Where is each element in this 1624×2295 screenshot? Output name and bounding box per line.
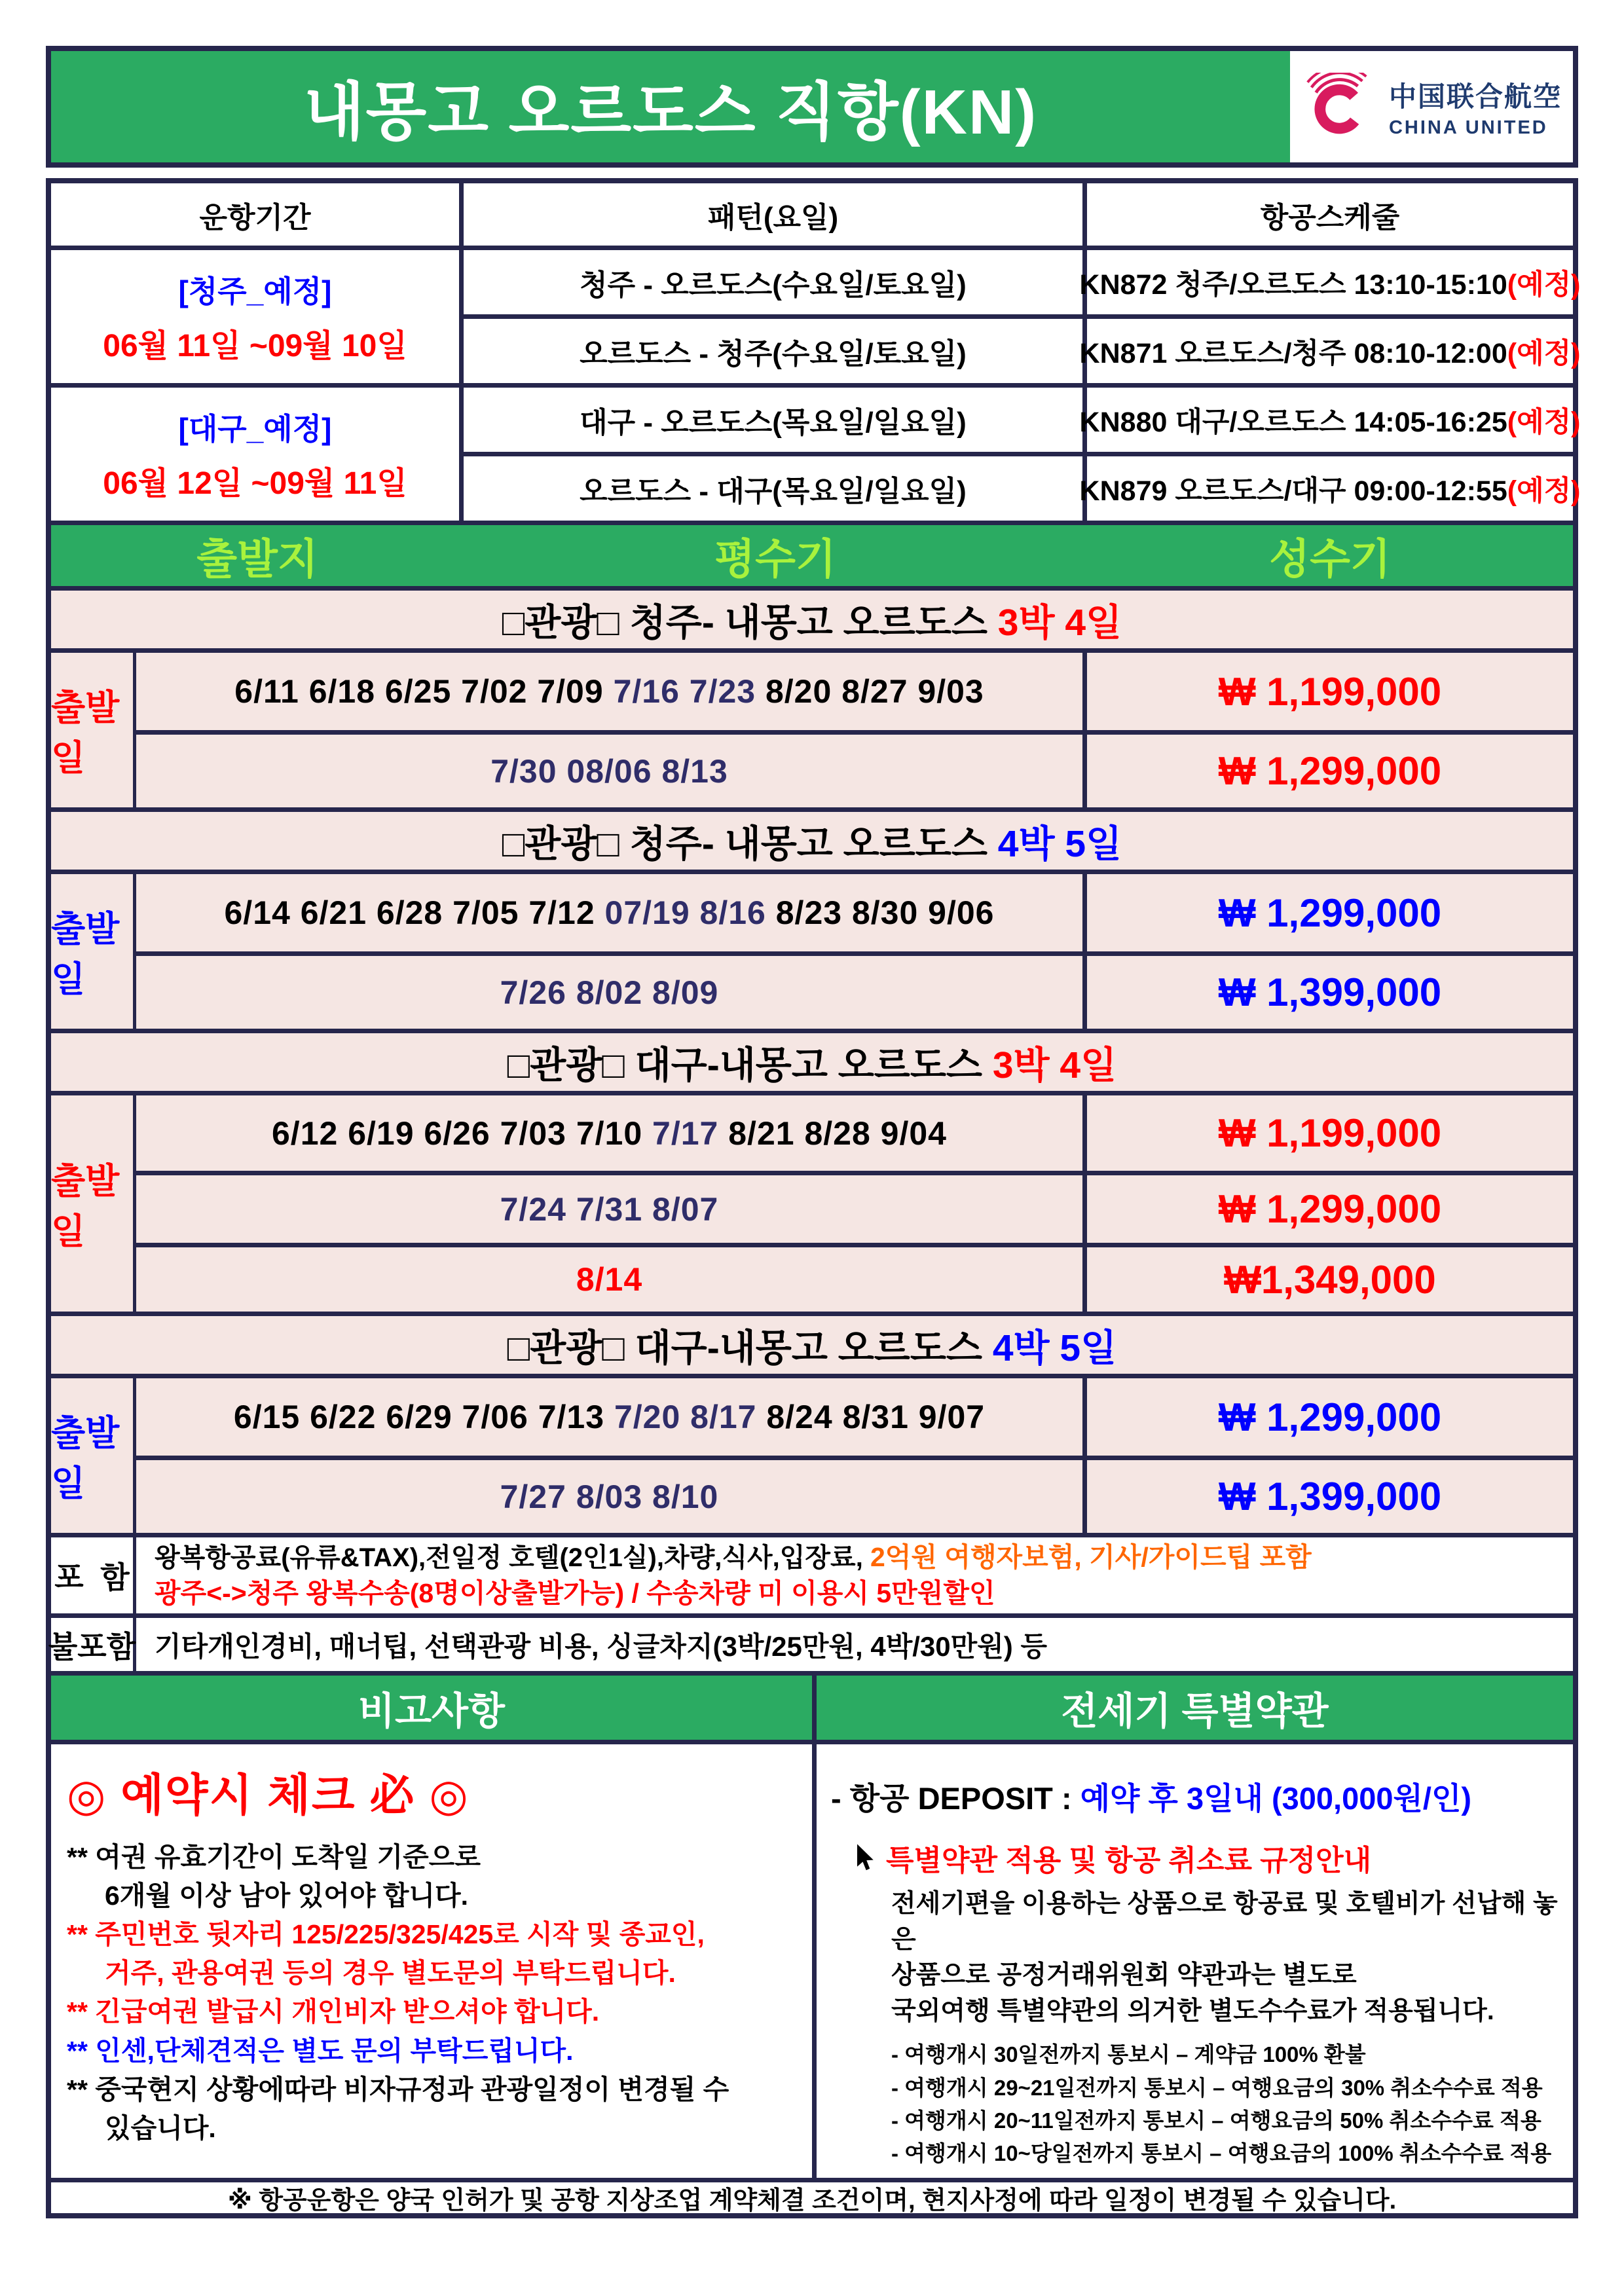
departure-dates [136, 1171, 1087, 1243]
departure-dates [136, 1243, 1087, 1312]
flight-text: KN872 청주/오르도스 13:10-15:10 [1079, 268, 1507, 301]
package-table-daegu-4n5d [51, 1374, 1573, 1533]
package-title-text: □관광□ 청주- 내몽고 오르도스 [502, 823, 998, 865]
airline-logo [1290, 51, 1573, 162]
included-content [136, 1537, 1573, 1613]
flight-cell [1079, 452, 1581, 521]
deposit-value: 예약 후 3일내 (300,000원/인) [1080, 1781, 1472, 1816]
dates-run: 8/23 8/30 9/06 [766, 894, 995, 931]
dates-run-navy: 7/17 [652, 1114, 719, 1152]
cancel-rule: - 여행개시 29~21일전까지 통보시 – 여행요금의 30% 취소수수료 적용 [891, 2075, 1543, 2100]
note-line: ** 주민번호 뒷자리 125/225/325/425로 시작 및 종교인, [67, 1919, 705, 1950]
package-duration: 4박 5일 [997, 823, 1122, 865]
flight-note: (예정) [1507, 268, 1581, 301]
departure-day-label: 출발일 [51, 1378, 136, 1533]
included-text-orange: 2억원 여행자보험, 기사/가이드팁 포함 [870, 1541, 1312, 1572]
price: ₩ 1,299,000 [1087, 730, 1573, 807]
cancel-rule: - 여행개시 10~당일전까지 통보시 – 여행요금의 100% 취소수수료 적용 [891, 2140, 1552, 2165]
excluded-label: 불포함 [51, 1613, 136, 1671]
package-duration: 3박 4일 [992, 1044, 1117, 1086]
airline-logo-text [1389, 75, 1562, 139]
flight-text: KN871 오르도스/청주 08:10-12:00 [1079, 337, 1507, 369]
dates-run: 8/21 8/28 9/04 [718, 1114, 947, 1152]
season-header-bar [51, 521, 1573, 586]
remarks-column [51, 1676, 817, 2178]
airline-name-cn: 中国联合航空 [1388, 81, 1562, 112]
package-table-cheongju-3n4d [51, 648, 1573, 807]
remarks-body [51, 1744, 812, 2159]
note-line: ** 인센,단체견적은 별도 문의 부탁드립니다. [67, 2035, 574, 2066]
dates-run: 8/24 8/31 9/07 [756, 1399, 986, 1435]
col-header-period: 운항기간 [51, 183, 464, 246]
package-title-text: □관광□ 대구-내몽고 오르도스 [507, 1044, 993, 1086]
policy-title-line [853, 1837, 1565, 1879]
price: ₩1,349,000 [1087, 1243, 1573, 1312]
departure-dates [136, 653, 1087, 730]
period-cell-daegu [51, 383, 464, 521]
departure-day-label: 출발일 [51, 874, 136, 1029]
period-label: [대구_예정] [178, 412, 332, 446]
included-text: 왕복항공료(유류&TAX),전일정 호텔(2인1실),차량,식사,입장료, [155, 1543, 870, 1572]
departure-day-label: 출발일 [51, 653, 136, 807]
policy-line: 상품으로 공정거래위원회 약관과는 별도로 [891, 1961, 1357, 1990]
bottom-section [51, 1671, 1573, 2178]
flight-schedule-table [51, 183, 1581, 521]
package-title-cheongju-3n4d [51, 586, 1573, 648]
included-line-1 [155, 1539, 1573, 1575]
excluded-text: 기타개인경비, 매너팁, 선택관광 비용, 싱글차지(3박/25만원, 4박/30만원) 등 [155, 1630, 1048, 1662]
departure-dates [136, 1456, 1087, 1533]
flight-note: (예정) [1507, 475, 1581, 507]
deposit-line [831, 1774, 1565, 1818]
pattern-cell: 오르도스 - 청주(수요일/토요일) [464, 314, 1087, 383]
col-header-flights: 항공스케줄 [1260, 201, 1400, 234]
dates-run: 6/12 6/19 6/26 7/03 7/10 [272, 1114, 653, 1152]
flight-note: (예정) [1507, 337, 1581, 369]
policy-line: 전세기편을 이용하는 상품으로 항공료 및 호텔비가 선납해 놓은 [891, 1890, 1558, 1954]
note-line: 6개월 이상 남아 있어야 합니다. [105, 1881, 469, 1911]
dates-run: 6/11 6/18 6/25 7/02 7/09 [234, 673, 614, 710]
period-dates: 06월 12일 ~09월 11일 [103, 466, 407, 501]
season-high-label: 성수기 [1269, 535, 1391, 583]
price: ₩ 1,399,000 [1087, 1456, 1573, 1533]
charter-terms-column [817, 1676, 1573, 2178]
package-duration: 4박 5일 [992, 1327, 1117, 1369]
policy-line: 국외여행 특별약관의 의거한 별도수수료가 적용됩니다. [891, 1996, 1494, 2025]
departure-dates [136, 1095, 1087, 1171]
cursor-arrow-icon [853, 1843, 876, 1872]
dates-run: 8/20 8/27 9/03 [756, 673, 984, 710]
cancel-rule: - 여행개시 30일전까지 통보시 – 계약금 100% 환불 [891, 2042, 1366, 2067]
included-line-2: 광주<->청주 왕복수송(8명이상출발가능) / 수송차량 미 이용시 5만원할인 [155, 1578, 995, 1608]
package-table-cheongju-4n5d [51, 870, 1573, 1029]
package-duration: 3박 4일 [997, 602, 1122, 644]
package-table-daegu-3n4d [51, 1091, 1573, 1312]
package-title-daegu-3n4d [51, 1029, 1573, 1091]
departure-dates [136, 730, 1087, 807]
note-line: 있습니다. [105, 2112, 216, 2143]
package-title-cheongju-4n5d [51, 807, 1573, 870]
policy-title-text: 특별약관 적용 및 항공 취소료 규정안내 [886, 1845, 1372, 1877]
departure-dates [136, 874, 1087, 951]
header-banner [46, 46, 1578, 168]
price: ₩ 1,399,000 [1087, 951, 1573, 1029]
page-title: 내몽고 오르도스 직항(KN) [303, 77, 1038, 147]
price: ₩ 1,299,000 [1218, 1395, 1442, 1439]
cancellation-rules [831, 2038, 1565, 2170]
dates-run: 6/14 6/21 6/28 7/05 7/12 [224, 894, 605, 931]
package-title-text: □관광□ 대구-내몽고 오르도스 [507, 1327, 993, 1369]
season-departure-label: 출발지 [196, 535, 318, 583]
season-low-label: 평수기 [714, 535, 836, 583]
flight-text: KN880 대구/오르도스 14:05-16:25 [1079, 406, 1507, 438]
flight-cell [1079, 314, 1581, 383]
excluded-content [136, 1613, 1573, 1671]
pattern-cell: 대구 - 오르도스(목요일/일요일) [464, 383, 1087, 452]
cancel-rule: - 여행개시 20~11일전까지 통보시 – 여행요금의 50% 취소수수료 적용 [891, 2108, 1541, 2133]
dates-run: 6/15 6/22 6/29 7/06 7/13 [233, 1399, 614, 1435]
dates-run-navy: 7/20 8/17 [614, 1399, 757, 1435]
departure-dates [136, 951, 1087, 1029]
dates-run-navy: 07/19 8/16 [604, 894, 766, 931]
period-dates: 06월 11일 ~09월 10일 [103, 329, 407, 363]
dates-run-navy: 7/30 08/06 8/13 [490, 752, 728, 790]
price: ₩ 1,199,000 [1218, 669, 1442, 714]
reservation-check-title: ◎ 예약시 체크 必 ◎ [67, 1771, 470, 1820]
dates-run-navy: 7/16 7/23 [613, 673, 756, 710]
content-stack [46, 178, 1581, 2218]
charter-terms-header: 전세기 특별약관 [817, 1676, 1573, 1744]
pattern-cell: 청주 - 오르도스(수요일/토요일) [464, 246, 1087, 314]
note-line: 거주, 관용여권 등의 경우 별도문의 부탁드립니다. [105, 1958, 676, 1989]
dates-run-navy: 7/26 8/02 8/09 [500, 974, 719, 1011]
dates-run-red: 8/14 [576, 1261, 643, 1298]
col-header-pattern: 패턴(요일) [464, 183, 1087, 246]
flight-cell [1079, 246, 1581, 314]
period-cell-cheongju [51, 246, 464, 383]
departure-day-label: 출발일 [51, 1095, 136, 1312]
flight-cell [1079, 383, 1581, 452]
price: ₩ 1,299,000 [1087, 1171, 1573, 1243]
price: ₩ 1,299,000 [1218, 890, 1442, 935]
charter-terms-body [817, 1744, 1573, 2178]
departure-dates [136, 1378, 1087, 1456]
price: ₩ 1,199,000 [1218, 1111, 1442, 1155]
package-title-text: □관광□ 청주- 내몽고 오르도스 [502, 602, 998, 644]
dates-run-navy: 7/24 7/31 8/07 [500, 1190, 719, 1228]
package-title-daegu-4n5d [51, 1312, 1573, 1374]
flight-note: (예정) [1507, 406, 1581, 438]
footer-disclaimer: ※ 항공운항은 양국 인허가 및 공항 지상조업 계약체결 조건이며, 현지사정에 따라 일정이 변경될 수 있습니다. [51, 2178, 1573, 2213]
note-line: ** 중국현지 상황에따라 비자규정과 관광일정이 변경될 수 [67, 2074, 729, 2104]
flight-text: KN879 오르도스/대구 09:00-12:55 [1079, 475, 1507, 507]
included-label: 포 함 [51, 1537, 136, 1613]
pattern-cell: 오르도스 - 대구(목요일/일요일) [464, 452, 1087, 521]
dates-run-navy: 7/27 8/03 8/10 [500, 1478, 719, 1515]
deposit-label: - 항공 DEPOSIT : [831, 1781, 1080, 1816]
note-line: ** 여권 유효기간이 도착일 기준으로 [67, 1842, 481, 1872]
remarks-header: 비고사항 [51, 1676, 812, 1744]
china-united-logo-icon [1301, 73, 1378, 141]
include-exclude-table [48, 1533, 1573, 1671]
airline-name-en: CHINA UNITED [1388, 117, 1548, 138]
note-line: ** 긴급여권 발급시 개인비자 받으셔야 합니다. [67, 1996, 600, 2027]
period-label: [청주_예정] [178, 274, 332, 308]
